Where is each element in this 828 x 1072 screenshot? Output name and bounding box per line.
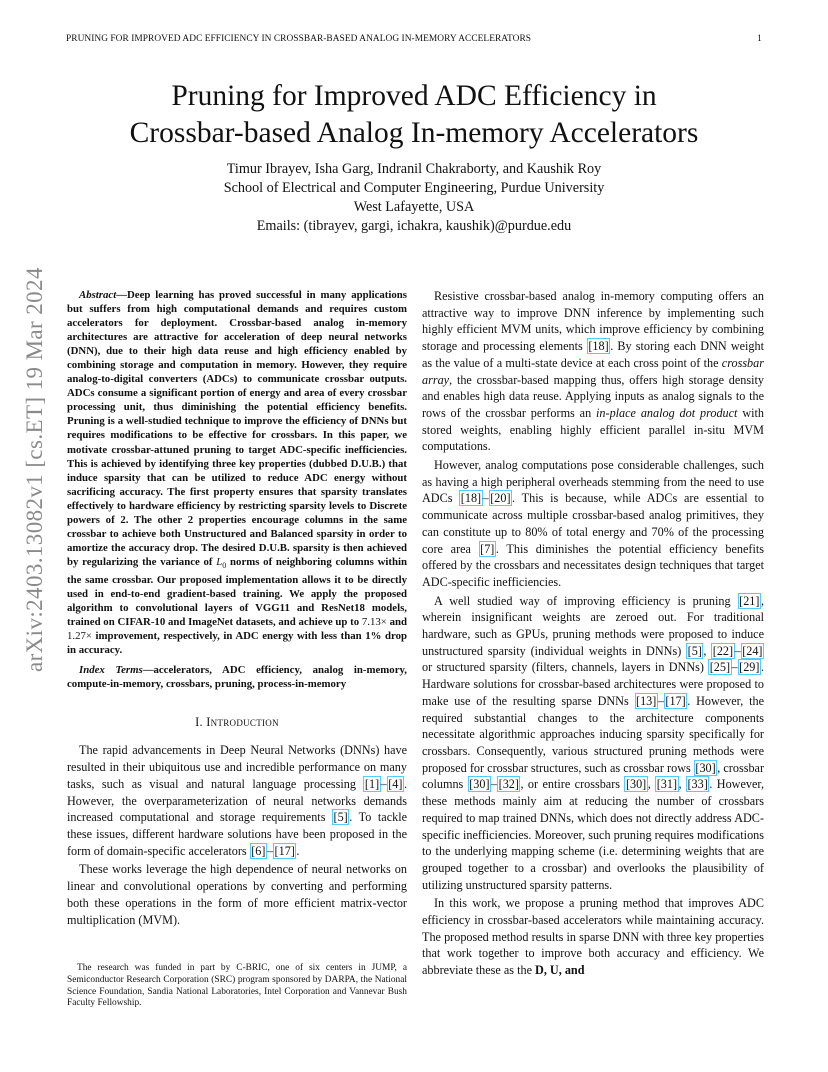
author-affiliation: School of Electrical and Computer Engineering, Purdue University bbox=[223, 180, 605, 196]
citation-link[interactable]: [17] bbox=[274, 843, 295, 858]
citation-link[interactable]: [4] bbox=[388, 776, 403, 791]
left-column bbox=[67, 288, 407, 928]
text-span: The rapid advancements in Deep Neural Networks (DNNs) have resulted in their ubiquitous use and incredible performance on many tasks, such as visual and natural language processing bbox=[67, 743, 407, 791]
citation-link[interactable]: [5] bbox=[333, 810, 348, 825]
citation-link[interactable]: [7] bbox=[480, 541, 495, 556]
citation-link[interactable]: [30] bbox=[625, 777, 647, 792]
abstract bbox=[67, 288, 407, 657]
text-span: . However, the required substantial changes to the architecture components necessitate algorithmic approaches inducing sparsity specifically for crossbars. Consequently, various structured pruning methods were proposed for crossbar structures, such as crossbar rows bbox=[422, 693, 764, 775]
text-span: or structured sparsity (filters, channels, layers in DNNs) bbox=[422, 660, 709, 675]
section-heading-introduction: I. Introduction bbox=[195, 715, 279, 730]
abstract-math-2: 7.13× bbox=[361, 616, 387, 629]
page-number: 1 bbox=[757, 34, 762, 44]
right-column bbox=[422, 288, 764, 979]
citation-link[interactable]: [18] bbox=[460, 491, 482, 506]
arxiv-stamp: arXiv:2403.13082v1 [cs.ET] 19 Mar 2024 bbox=[22, 267, 47, 672]
abstract-text-4: improvement, respectively, in ADC energy with less than 1% drop in accuracy. bbox=[67, 630, 407, 657]
text-span: , crossbar columns bbox=[422, 760, 765, 792]
right-paragraph-4 bbox=[422, 895, 764, 979]
funding-footnote: The research was funded in part by C-BRIC, one of six centers in JUMP, a Semiconductor Research Corporation (SRC) program sponsored by DARPA, the National Science Foundation, Sandia National Laboratories, Intel Corporation and Vannevar Bush Faculty Fellowship. bbox=[67, 963, 407, 1009]
text-span: In this work, we propose a pruning method that improves ADC efficiency in crossbar-based accelerators while maintaining accuracy. The proposed method results in sparse DNN with three key properties that work together to improve both accuracy and efficiency. We abbreviate these as the bbox=[422, 896, 764, 978]
text-span: . However, these methods mainly aim at reducing the number of crossbars required to map trained DNNs, which does not directly address ADC-specific inefficiencies. Moreover, such pruning requires modifications to the underlying mapping scheme (i.e. determining weights that are grouped together to a crossbar) and overlooks the plausibility of utilizing unstructured sparsity patterns. bbox=[422, 777, 765, 892]
citation-link[interactable]: [13] bbox=[636, 693, 657, 708]
author-names: Timur Ibrayev, Isha Garg, Indranil Chakraborty, and Kaushik Roy bbox=[226, 161, 602, 177]
text-span: . This diminishes the potential efficiency benefits offered by the crossbars and necessitates design techniques that target ADC-specific inefficiencies. bbox=[422, 541, 764, 589]
text-span: . However, the overparameterization of neural networks demands increased computational and storage requirements bbox=[67, 776, 407, 825]
title-line-1: Pruning for Improved ADC Efficiency in bbox=[171, 80, 657, 112]
index-terms-lead: Index Terms bbox=[79, 664, 143, 677]
citation-link[interactable]: [6] bbox=[251, 843, 266, 858]
right-paragraph-2 bbox=[422, 457, 764, 591]
text-span: However, analog computations pose considerable challenges, such as having a high peripheral overheads stemming from the need to use ADCs bbox=[422, 458, 764, 506]
citation-link[interactable]: [30] bbox=[695, 760, 716, 775]
citation-link[interactable]: [25] bbox=[709, 660, 731, 675]
abstract-math-l: L bbox=[216, 555, 223, 568]
right-paragraph-3 bbox=[422, 593, 764, 894]
text-span: , bbox=[703, 643, 712, 658]
text-span: – bbox=[380, 776, 387, 791]
intro-paragraph-2: These works leverage the high dependence of neural networks on linear and convolutional operations by converting and performing both these operations in the form of more efficient matrix-vector multiplication (MVM). bbox=[67, 862, 407, 927]
right-paragraph-1 bbox=[422, 288, 764, 455]
text-span: . This is because, while ADCs are essential to communicate across multiple crossbar-based analog primitives, they can constitute up to 80% of total energy and 70% of the processing core area bbox=[422, 491, 764, 556]
citation-link[interactable]: [32] bbox=[498, 777, 519, 792]
text-span: – bbox=[731, 660, 738, 675]
text-span: A well studied way of improving efficiency is pruning bbox=[434, 593, 738, 608]
citation-link[interactable]: [5] bbox=[687, 643, 702, 658]
citation-link[interactable]: [17] bbox=[665, 693, 686, 708]
index-terms bbox=[67, 663, 407, 691]
text-span: . Hardware solutions for crossbar-based architectures were proposed to make use of the resulting sparse DNNs bbox=[422, 660, 764, 708]
citation-link[interactable]: [24] bbox=[742, 643, 763, 658]
bold-text: D, U, and bbox=[535, 963, 585, 978]
text-span: . bbox=[296, 843, 300, 858]
title-line-2: Crossbar-based Analog In-memory Accelerators bbox=[129, 117, 699, 149]
text-span: , the crossbar-based mapping thus, offers high storage density and enables high data reuse. Applying inputs as analog signals to the rows of the crossbar performs an bbox=[422, 372, 764, 420]
text-span: Resistive crossbar-based analog in-memory computing offers an attractive way to improve DNN inference by implementing such highly efficient MVM units, which improve efficiency by combining storage and processing elements bbox=[422, 289, 764, 354]
text-span: – bbox=[491, 777, 498, 792]
text-span: – bbox=[734, 643, 741, 658]
citation-link[interactable]: [31] bbox=[656, 777, 678, 792]
abstract-lead: Abstract bbox=[79, 289, 117, 301]
abstract-text-3: and bbox=[386, 616, 407, 629]
author-emails: Emails: (tibrayev, gargi, ichakra, kaushik)@purdue.edu bbox=[256, 218, 572, 234]
paper-title bbox=[0, 78, 828, 152]
abstract-text-1: —Deep learning has proved successful in many applications but suffers from high computational demands and requires custom accelerators for deployment. Crossbar-based analog in-memory architectures are attractive for acceleration of deep neural networks (DNN), due to their high data reuse and high efficiency enabled by combining storage and computation in memory. However, they require analog-to-digital converters (ADCs) to communicate crossbar outputs. ADCs consume a significant portion of energy and area of every crossbar processing unit, thus diminishing the potential efficiency benefits. Pruning is a well-studied technique to improve the efficiency of DNNs but requires modifications to be effective for crossbars. In this paper, we motivate crossbar-attuned pruning to target ADC-specific inefficiencies. This is achieved by identifying three key properties (dubbed D.U.B.) that induce sparsity that can be utilized to reduce ADC energy without sacrificing accuracy. The first property ensures that sparsity translates effectively to hardware efficiency by restricting sparsity levels to Discrete powers of 2. The other 2 properties encourage columns in the same crossbar to achieve both Unstructured and Balanced sparsity in order to amortize the accuracy drop. The desired D.U.B. sparsity is then achieved by regularizing the variance of bbox=[67, 289, 407, 568]
text-span: with stored weights, enabling highly efficient parallel in-situ MVM computations. bbox=[422, 405, 764, 454]
citation-link[interactable]: [21] bbox=[739, 593, 760, 608]
intro-paragraph-1 bbox=[67, 742, 407, 859]
text-span: – bbox=[482, 491, 489, 506]
text-span: – bbox=[266, 843, 274, 858]
abstract-math-sub: 0 bbox=[222, 561, 227, 571]
text-span: , wherein insignificant weights are zeroed out. For traditional hardware, such as GPUs, pruning methods were proposed to induce unstructured sparsity (individual weights in DNNs) bbox=[422, 593, 764, 658]
emphasis-text: in-place analog dot product bbox=[596, 405, 738, 420]
running-head: PRUNING FOR IMPROVED ADC EFFICIENCY IN CROSSBAR-BASED ANALOG IN-MEMORY ACCELERATORS bbox=[66, 34, 532, 44]
citation-link[interactable]: [18] bbox=[588, 339, 609, 354]
text-span: , or entire crossbars bbox=[520, 777, 625, 792]
citation-link[interactable]: [1] bbox=[364, 776, 380, 791]
index-terms-text: —accelerators, ADC efficiency, analog in-memory, compute-in-memory, crossbars, pruning, process-in-memory bbox=[67, 664, 407, 691]
text-span: – bbox=[657, 693, 664, 708]
text-span: . To tackle these issues, different hardware solutions have been proposed in the form of domain-specific accelerators bbox=[67, 810, 407, 858]
citation-link[interactable]: [30] bbox=[469, 777, 490, 792]
citation-link[interactable]: [20] bbox=[490, 491, 511, 506]
author-location: West Lafayette, USA bbox=[353, 199, 475, 215]
text-span: , bbox=[678, 777, 686, 792]
citation-link[interactable]: [22] bbox=[712, 643, 734, 658]
citation-link[interactable]: [29] bbox=[739, 660, 760, 675]
citation-link[interactable]: [33] bbox=[687, 777, 708, 792]
author-block bbox=[0, 160, 828, 236]
abstract-math-3: 1.27× bbox=[67, 630, 92, 643]
emphasis-text: crossbar array bbox=[422, 355, 764, 387]
text-span: , bbox=[647, 777, 656, 792]
text-span: . By storing each DNN weight as the value of a multi-state device at each cross point of the bbox=[422, 339, 764, 370]
abstract-text-2: norms of neighboring columns within the same crossbar. Our proposed implementation allows it to be directly used in end-to-end gradient-based training. We apply the proposed algorithm to convolutional layers of VGG11 and ResNet18 models, trained on CIFAR-10 and ImageNet datasets, and achieve up to bbox=[67, 555, 407, 629]
